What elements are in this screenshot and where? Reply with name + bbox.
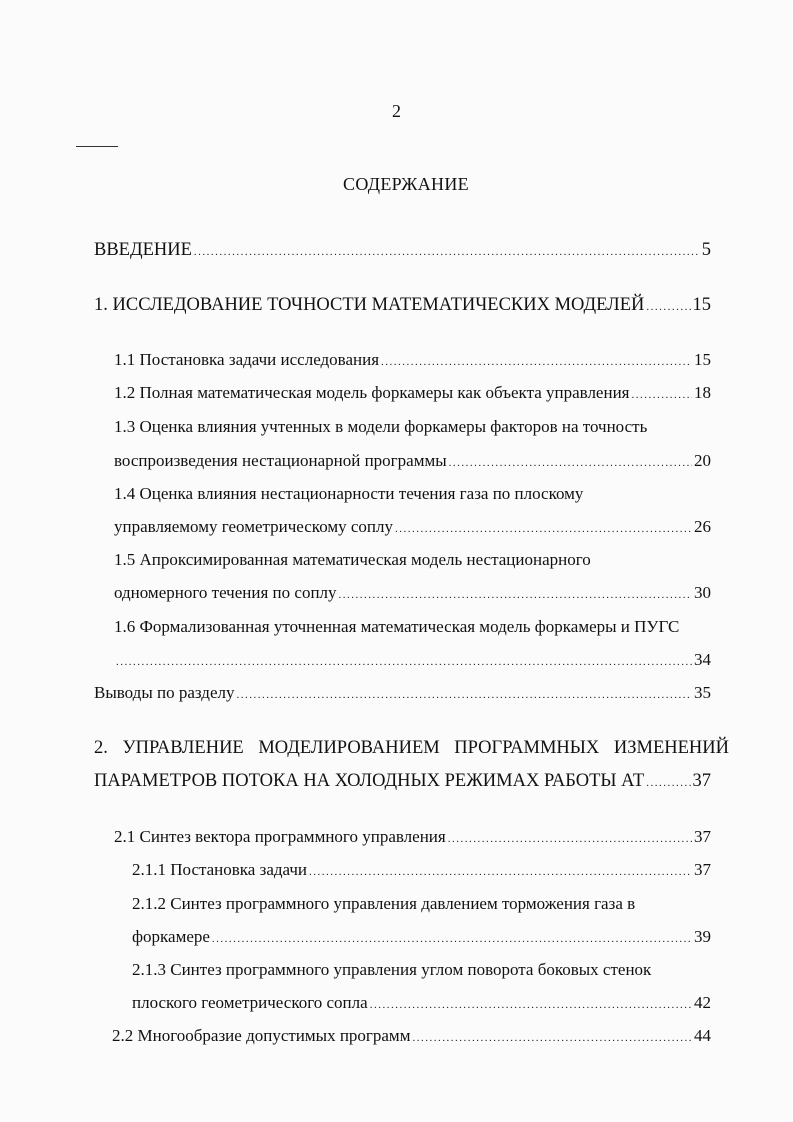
toc-entry-text: ПАРАМЕТРОВ ПОТОКА НА ХОЛОДНЫХ РЕЖИМАХ РАБОТЫ АТ <box>94 771 645 791</box>
toc-entry-page: 34 <box>694 650 711 669</box>
toc-entry-page: 37 <box>692 771 711 791</box>
toc-entry-page: 18 <box>694 383 711 402</box>
toc-entry-text: Выводы по разделу <box>94 683 235 702</box>
toc-entry-1-6[interactable] <box>114 649 711 673</box>
toc-entry-page: 15 <box>694 350 711 369</box>
toc-entry-1-4[interactable] <box>114 516 711 540</box>
dot-leader <box>194 241 700 263</box>
toc-entry-page: 44 <box>694 1026 711 1045</box>
toc-entry-page: 20 <box>694 451 711 470</box>
dot-leader <box>339 584 692 606</box>
toc-entry-text: ВВЕДЕНИЕ <box>94 240 192 260</box>
toc-entry-page: 37 <box>694 860 711 879</box>
dot-leader <box>448 828 692 850</box>
toc-entry-introduction[interactable] <box>94 239 711 263</box>
toc-entry-1-5[interactable] <box>114 582 711 606</box>
toc-entry-page: 30 <box>694 583 711 602</box>
dot-leader <box>412 1027 692 1049</box>
toc-entry-page: 39 <box>694 927 711 946</box>
toc-entry-page: 37 <box>694 827 711 846</box>
toc-entry-text: 1. ИССЛЕДОВАНИЕ ТОЧНОСТИ МАТЕМАТИЧЕСКИХ МОДЕЛЕЙ <box>94 295 645 315</box>
toc-entry-chapter-2-line1[interactable]: 2. УПРАВЛЕНИЕ МОДЕЛИРОВАНИЕМ ПРОГРАММНЫХ ИЗМЕНЕНИЙ <box>94 738 729 758</box>
toc-entry-page: 15 <box>692 295 711 315</box>
toc-entry-2-1-3-line1[interactable]: 2.1.3 Синтез программного управления углом поворота боковых стенок <box>132 960 652 979</box>
dot-leader <box>395 518 692 540</box>
toc-entry-page: 5 <box>701 240 711 260</box>
dot-leader <box>646 772 690 794</box>
toc-entry-text: одномерного течения по соплу <box>114 583 337 602</box>
toc-entry-1-2[interactable] <box>114 382 711 406</box>
toc-entry-chapter-2[interactable] <box>94 770 711 794</box>
toc-entry-text: 2.1 Синтез вектора программного управления <box>114 827 446 846</box>
toc-title: СОДЕРЖАНИЕ <box>343 174 469 194</box>
dot-leader <box>309 861 692 883</box>
toc-entry-text: плоского геометрического сопла <box>132 993 368 1012</box>
dot-leader <box>116 651 692 673</box>
dot-leader <box>370 994 692 1016</box>
toc-entry-chapter-1[interactable] <box>94 294 711 318</box>
toc-entry-1-6-line1[interactable]: 1.6 Формализованная уточненная математическая модель форкамеры и ПУГС <box>114 617 680 636</box>
toc-entry-2-1-2[interactable] <box>132 926 711 950</box>
page-number: 2 <box>392 101 401 121</box>
margin-rule <box>76 146 118 147</box>
toc-entry-text: воспроизведения нестационарной программы <box>114 451 447 470</box>
toc-entry-2-1-2-line1[interactable]: 2.1.2 Синтез программного управления давлением торможения газа в <box>132 894 636 913</box>
toc-entry-text: 2.2 Многообразие допустимых программ <box>112 1026 411 1045</box>
toc-entry-page: 26 <box>694 517 711 536</box>
toc-entry-text: 1.2 Полная математическая модель форкамеры как объекта управления <box>114 383 630 402</box>
dot-leader <box>212 928 692 950</box>
toc-entry-2-1-3[interactable] <box>132 992 711 1016</box>
dot-leader <box>236 684 692 706</box>
dot-leader <box>449 452 692 474</box>
toc-entry-2-1-1[interactable] <box>132 859 711 883</box>
toc-entry-2-2[interactable] <box>112 1025 711 1049</box>
toc-entry-1-5-line1[interactable]: 1.5 Апроксимированная математическая модель нестационарного <box>114 550 591 569</box>
toc-entry-text: 2.1.1 Постановка задачи <box>132 860 308 879</box>
toc-entry-text: 1.1 Постановка задачи исследования <box>114 350 380 369</box>
toc-entry-1-3-line1[interactable]: 1.3 Оценка влияния учтенных в модели форкамеры факторов на точность <box>114 417 648 436</box>
toc-entry-text: форкамере <box>132 927 210 946</box>
toc-entry-page: 35 <box>694 683 711 702</box>
toc-entry-text: управляемому геометрическому соплу <box>114 517 394 536</box>
toc-entry-chapter-1-conclusion[interactable] <box>94 682 711 706</box>
toc-entry-2-1[interactable] <box>114 826 711 850</box>
dot-leader <box>646 296 690 318</box>
dot-leader <box>632 384 693 406</box>
toc-entry-1-3[interactable] <box>114 450 711 474</box>
toc-entry-page: 42 <box>694 993 711 1012</box>
toc-entry-1-1[interactable] <box>114 349 711 373</box>
toc-entry-1-4-line1[interactable]: 1.4 Оценка влияния нестационарности течения газа по плоскому <box>114 484 584 503</box>
dot-leader <box>381 351 692 373</box>
